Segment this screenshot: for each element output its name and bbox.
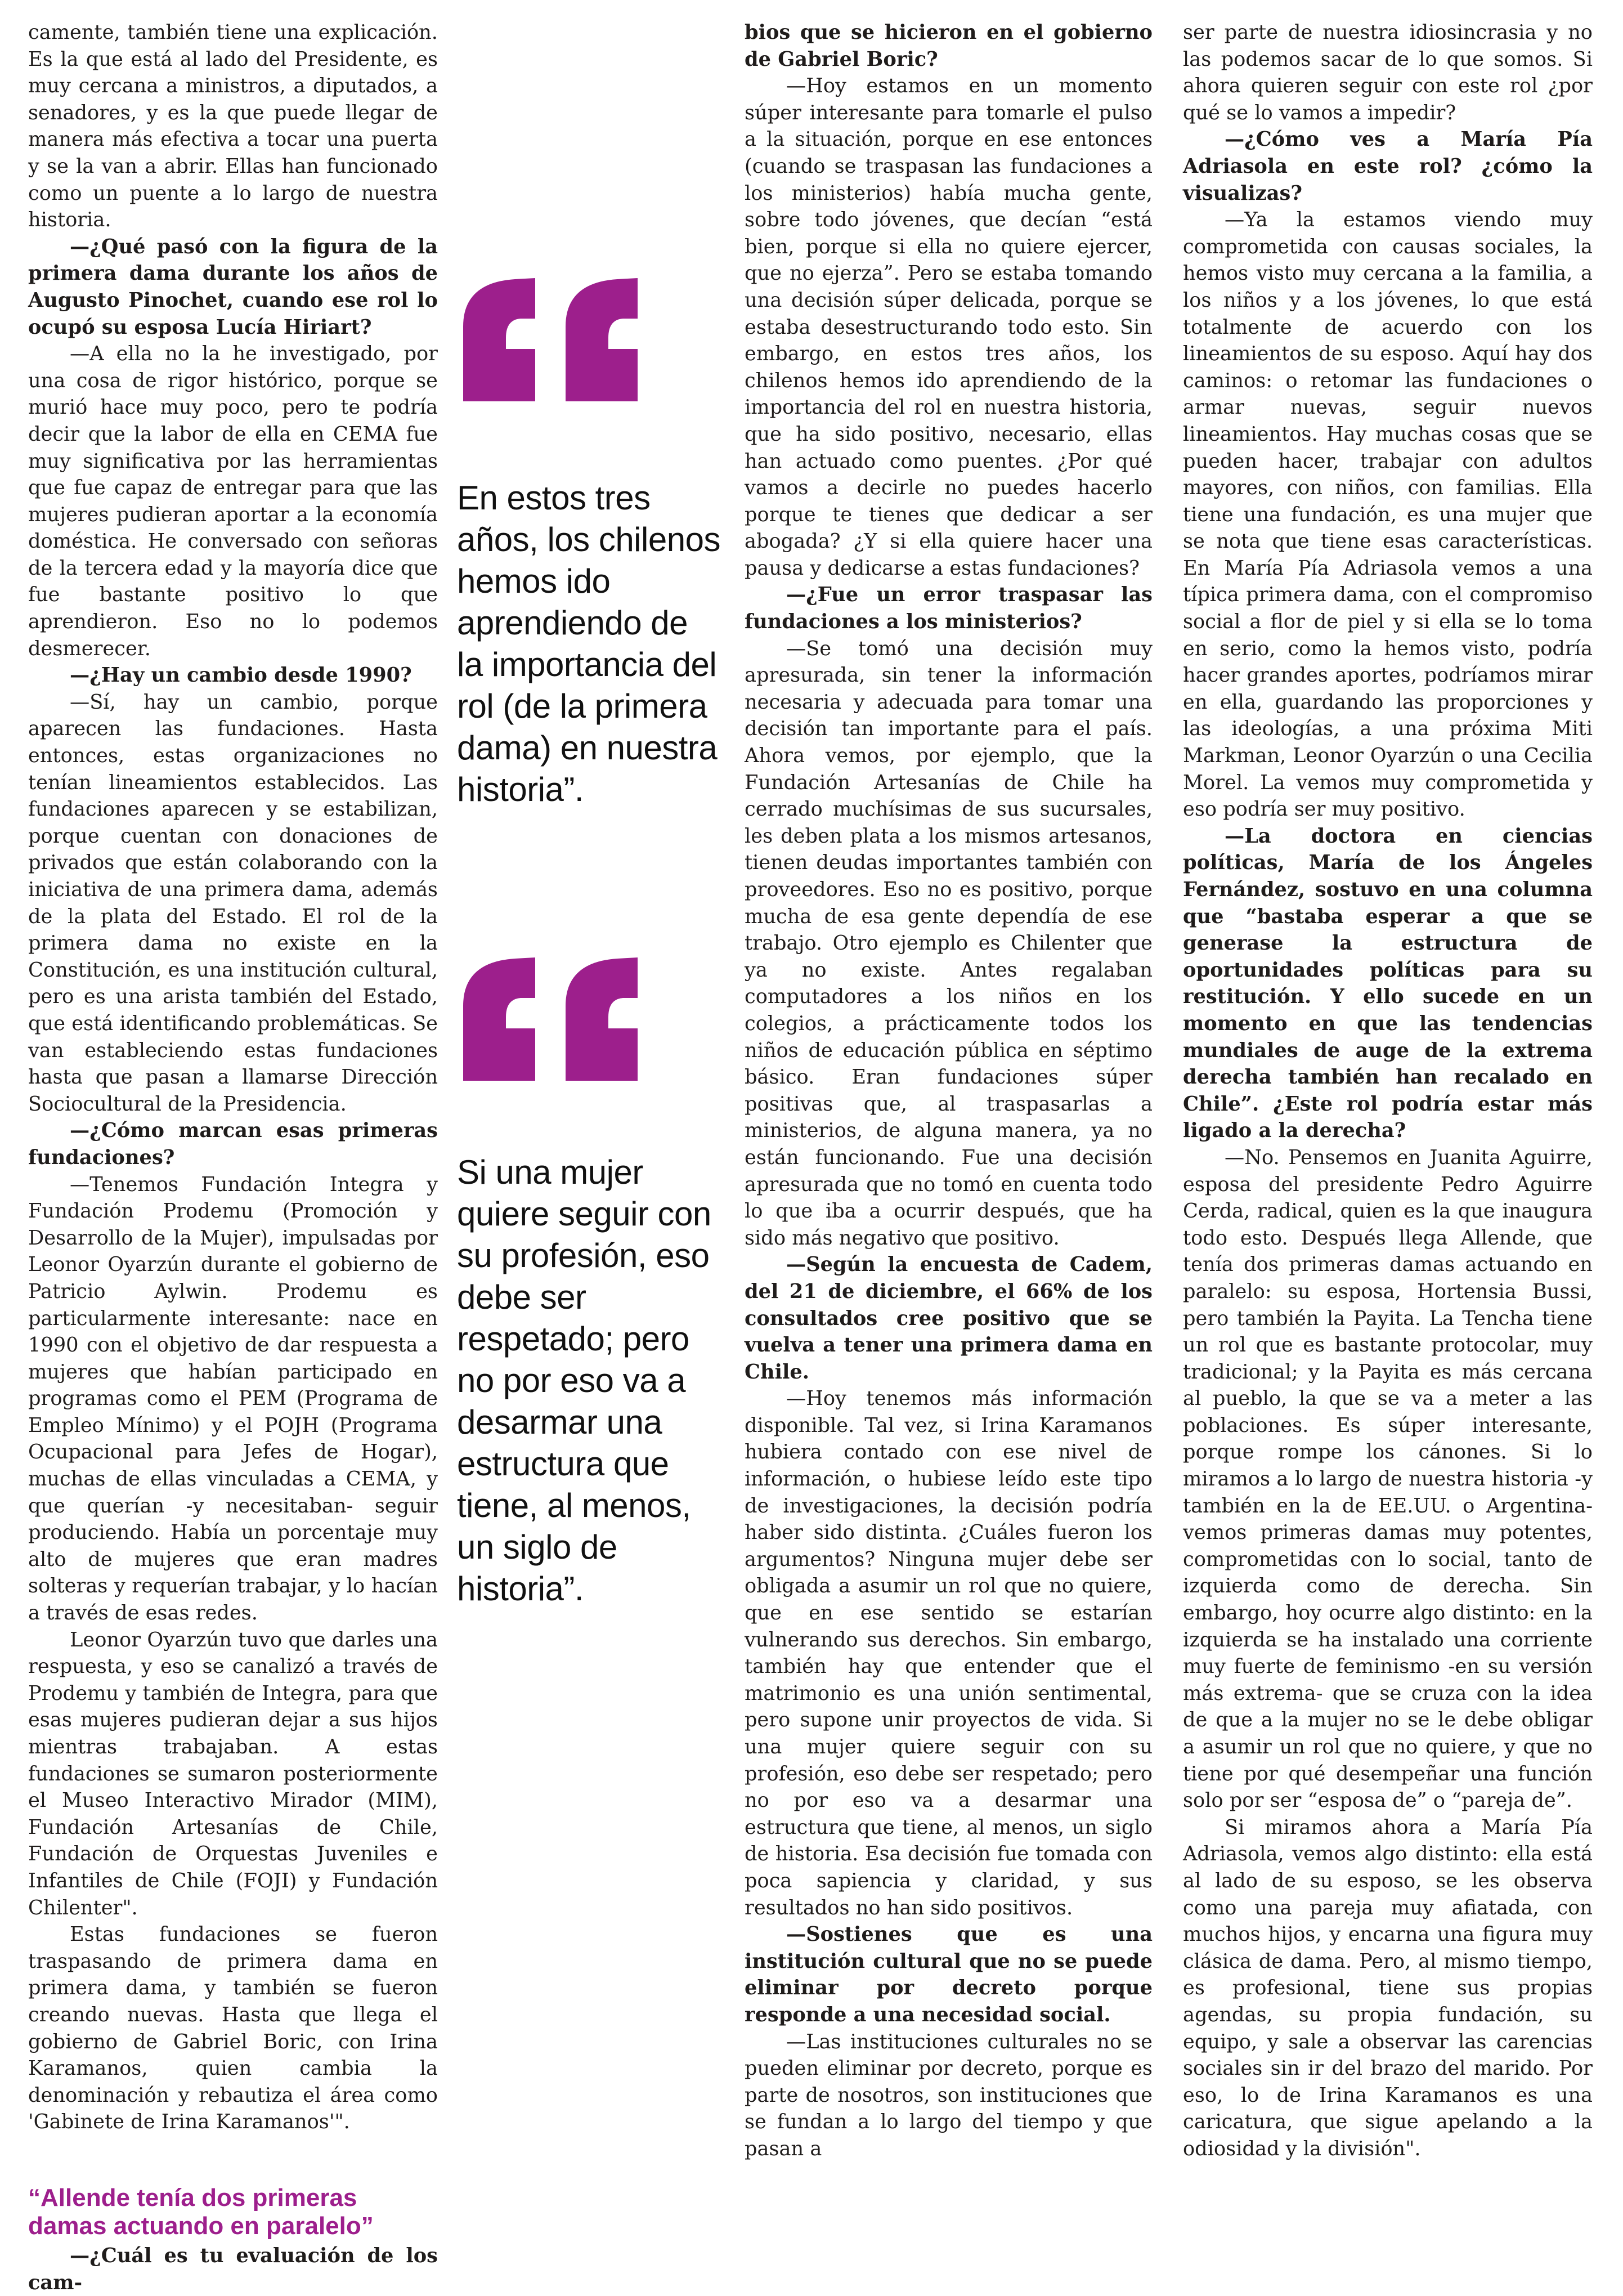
article-column-3 <box>745 19 1153 2163</box>
paragraph: —Ya la estamos viendo muy comprometida con causas sociales, la hemos visto muy cercana a la familia, a los niños y a los jóvenes, lo que está totalmente de acuerdo con los lineamientos de su esposo. Aquí hay dos caminos: o retomar las fundaciones o armar nuevas, seguir nuevos lineamientos. Hay muchas cosas que se pueden hacer, trabajar con adultos mayores, con niños, con familias. Ella tiene una fundación, es una mujer que se nota que tiene esas características. En María Pía Adriasola vemos a una típica primera dama, con el compromiso social a flor de piel y si ella se lo toma en serio, como la hemos visto, podría hacer grandes aportes, podríamos mirar en ella, guardando las proporciones y las ideologías, a una próxima Miti Markman, Leonor Oyarzún o una Cecilia Morel. La vemos muy comprometida y eso podría ser muy positivo. <box>1183 208 1593 821</box>
pull-quote-1: En estos tres años, los chilenos hemos ido aprendiendo de la importancia del rol (de la primera dama) en nuestra historia”. <box>457 479 720 808</box>
paragraph: —Se tomó una decisión muy apresurada, sin tener la información necesaria y adecuada para tomar una decisión tan importante para el país. Ahora vemos, por ejemplo, que la Fundación Artesanías de Chile ha cerrado muchísimas de sus sucursales, les deben plata a los mismos artesanos, tienen deudas importantes también con proveedores. Eso no es positivo, porque mucha de esa gente dependía de ese trabajo. Otro ejemplo es Chilenter que ya no existe. Antes regalaban computadores a los niños en los colegios, a prácticamente todos los niños de educación pública en séptimo básico. Eran fundaciones súper positivas que, al traspasarlas a ministerios, de alguna manera, ya no están funcionando. Fue una decisión apresurada que no tomó en cuenta todo lo que iba a ocurrir después, que ha sido más negativo que positivo. <box>745 637 1153 1250</box>
quote-mark-icon <box>458 275 649 404</box>
paragraph: —Tenemos Fundación Integra y Fundación Prodemu (Promoción y Desarrollo de la Mujer), impulsadas por Leonor Oyarzún durante el gobierno de Patricio Aylwin. Prodemu es particularmente interesante: nace en 1990 con el objetivo de dar respuesta a mujeres que habían participado en programas como el PEM (Programa de Empleo Mínimo) y el POJH (Programa Ocupacional para Jefes de Hogar), muchas de ellas vinculadas a CEMA, y que querían -y necesitaban- seguir produciendo. Había un porcentaje muy alto de mujeres que eran madres solteras y requerían trabajar, y lo hacían a través de esas redes. <box>28 1172 438 1625</box>
paragraph: Si miramos ahora a María Pía Adriasola, vemos algo distinto: ella está al lado de su esposo, se les observa como una pareja muy afiatada, con muchos hijos, y encarna una figura muy clásica de dama. Pero, al mismo tiempo, es profesional, tiene sus propias agendas, su propia fundación, su equipo, y sale a observar las carencias sociales sin ir del brazo del marido. Por eso, lo de Irina Karamanos es una caricatura, que sigue apelando a la odiosidad y la división". <box>1183 1815 1593 2160</box>
interview-question: bios que se hicieron en el gobierno de Gabriel Boric? <box>745 21 1153 71</box>
paragraph: —Las instituciones culturales no se pueden eliminar por decreto, porque es parte de nosotros, son instituciones que se fundan a lo largo del tiempo y que pasan a <box>745 2030 1153 2160</box>
interview-question: —La doctora en ciencias políticas, María de los Ángeles Fernández, sostuvo en una columna que “bastaba esperar a que se generase la estructura de oportunidades políticas para su restitución. Y ello sucede en un momento en que las tendencias mundiales de auge de la extrema derecha también han recalado en Chile”. ¿Este rol podría estar más ligado a la derecha? <box>1183 824 1593 1143</box>
interview-question: —¿Cómo marcan esas primeras fundaciones? <box>28 1119 438 1169</box>
paragraph: —A ella no la he investigado, por una cosa de rigor histórico, porque se murió hace muy poco, pero te podría decir que la labor de ella en CEMA fue muy significativa por las herramientas que fue capaz de entregar para que las mujeres pudieran aportar a la economía doméstica. He conversado con señoras de la tercera edad y la mayoría dice que fue bastante positivo lo que aprendieron. Eso no lo podemos desmerecer. <box>28 342 438 660</box>
paragraph: —Hoy estamos en un momento súper interesante para tomarle el pulso a la situación, porque en ese entonces (cuando se traspasan las fundaciones a los ministerios) había mucha gente, sobre todo jóvenes, que decían “está bien, porque si ella no quiere ejercer, que no ejerza”. Pero se estaba tomando una decisión súper delicada, porque se estaba desestructurando todo esto. Sin embargo, en estos tres años, los chilenos hemos ido aprendiendo de la importancia del rol en nuestra historia, que ha sido positivo, necesario, ellas han actuado como puentes. ¿Por qué vamos a decirle no puedes hacerlo porque te tienes que dedicar a ser abogada? ¿Y si ella quiere hacer una pausa y dedicarse a estas fundaciones? <box>745 74 1153 580</box>
interview-question: —¿Qué pasó con la figura de la primera dama durante los años de Augusto Pinochet, cuando ese rol lo ocupó su esposa Lucía Hiriart? <box>28 235 438 339</box>
pull-quote-2: Si una mujer quiere seguir con su profesión, eso debe ser respetado; pero no por eso va a desarmar una estructura que tiene, al menos, un siglo de historia”. <box>457 1153 711 1608</box>
paragraph: —No. Pensemos en Juanita Aguirre, esposa del presidente Pedro Aguirre Cerda, radical, quien es la que inaugura todo esto. Después llega Allende, que tenía dos primeras damas actuando en paralelo: su esposa, Hortensia Bussi, pero también la Payita. La Tencha tiene un rol que es bastante protocolar, muy tradicional; y la Payita es más cercana al pueblo, la que se va a meter a las poblaciones. Es súper interesante, porque rompe los cánones. Si lo miramos a lo largo de nuestra historia -y también en la de EE.UU. o Argentina- vemos primeras damas muy potentes, comprometidas con lo social, tanto de izquierda como de derecha. Sin embargo, hoy ocurre algo distinto: en la izquierda se ha instalado una corriente muy fuerte de feminismo -en su versión más extrema- que se cruza con la idea de que a la mujer no se le debe obligar a asumir un rol que no quiere, y que no tiene por qué desempeñar una función solo por ser “esposa de” o “pareja de”. <box>1183 1145 1593 1812</box>
paragraph: —Sí, hay un cambio, porque aparecen las fundaciones. Hasta entonces, estas organizaciones no tenían lineamientos establecidos. Las fundaciones aparecen y se estabilizan, porque cuentan con donaciones de privados que están colaborando con la iniciativa de una primera dama, además de la plata del Estado. El rol de la primera dama no existe en la Constitución, es una institución cultural, pero es una arista también del Estado, que está identificando problemáticas. Se van estableciendo estas fundaciones hasta que pasan a llamarse Dirección Sociocultural de la Presidencia. <box>28 690 438 1116</box>
paragraph: Estas fundaciones se fueron traspasando de primera dama en primera dama, y también se fueron creando nuevas. Hasta que llega el gobierno de Gabriel Boric, con Irina Karamanos, quien cambia la denominación y rebautiza el área como 'Gabinete de Irina Karamanos'". <box>28 1923 438 2134</box>
interview-question: —¿Cómo ves a María Pía Adriasola en este rol? ¿cómo la visualizas? <box>1183 128 1593 205</box>
quote-mark-icon <box>458 954 649 1084</box>
paragraph: —Hoy tenemos más información disponible. Tal vez, si Irina Karamanos hubiera contado con ese nivel de información, o hubiese leído este tipo de investigaciones, la decisión podría haber sido distinta. ¿Cuáles fueron los argumentos? Ninguna mujer debe ser obligada a asumir un rol que no quiere, que en ese sentido se estarían vulnerando sus derechos. Sin embargo, también hay que entender que el matrimonio es una unión sentimental, pero supone unir proyectos de vida. Si una mujer quiere seguir con su profesión, eso debe ser respetado; pero no por eso va a desarmar una estructura que tiene, al menos, un siglo de historia. Esa decisión fue tomada con poca sapiencia y claridad, y sus resultados no han sido positivos. <box>745 1387 1153 1919</box>
interview-question: —Sostienes que es una institución cultural que no se puede eliminar por decreto porque responde a una necesidad social. <box>745 1923 1153 2026</box>
interview-question: —Según la encuesta de Cadem, del 21 de diciembre, el 66% de los consultados cree positivo que se vuelva a tener una primera dama en Chile. <box>745 1253 1153 1384</box>
paragraph: ser parte de nuestra idiosincrasia y no las podemos sacar de lo que somos. Si ahora quieren seguir con este rol ¿por qué se lo vamos a impedir? <box>1183 21 1593 124</box>
interview-question: —¿Fue un error traspasar las fundaciones a los ministerios? <box>745 583 1153 634</box>
paragraph: Leonor Oyarzún tuvo que darles una respuesta, y eso se canalizó a través de Prodemu y también de Integra, para que esas mujeres pudieran dejar a sus hijos mientras trabajaban. A estas fundaciones se sumaron posteriormente el Museo Interactivo Mirador (MIM), Fundación Artesanías de Chile, Fundación de Orquestas Juveniles e Infantiles de Chile (FOJI) y Fundación Chilenter". <box>28 1628 438 1919</box>
article-column-1 <box>28 19 438 2296</box>
interview-question: —¿Cuál es tu evaluación de los cam- <box>28 2244 438 2294</box>
paragraph: camente, también tiene una explicación. Es la que está al lado del Presidente, es muy cercana a ministros, a diputados, a senadores, y es la que puede llegar de manera más efectiva a tocar una puerta y se la van a abrir. Ellas han funcionado como un puente a lo largo de nuestra historia. <box>28 21 438 232</box>
interview-question: —¿Hay un cambio desde 1990? <box>70 664 412 687</box>
section-subheading: “Allende tenía dos primeras damas actuando en paralelo” <box>28 2183 374 2240</box>
article-column-4 <box>1183 19 1593 2163</box>
